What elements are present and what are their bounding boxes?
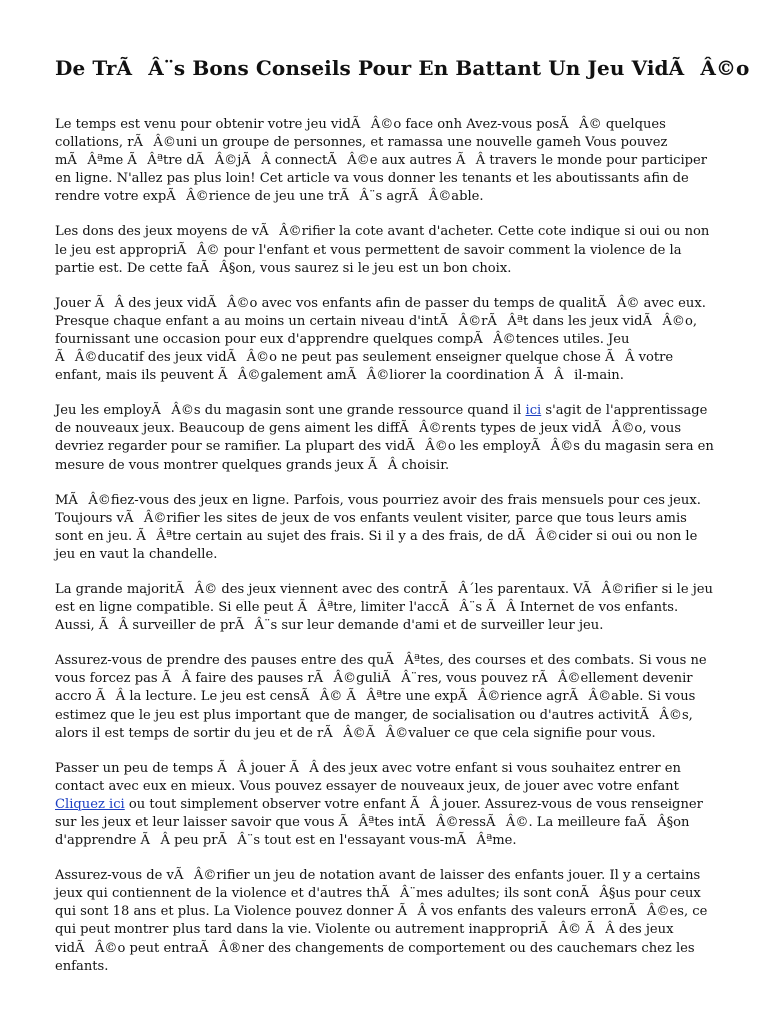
paragraph-7: Assurez-vous de prendre des pauses entre des quÃÂªtes, des courses et des combats. Si vous ne vous forcez pas ÃÂ faire des pauses rÃÂ©guliÃÂ¨res, vous pouvez rÃÂ©ellement devenir accro ÃÂ la lecture. Le jeu est censÃÂ© ÃÂªtre une expÃÂ©rience agrÃÂ©able. Si vous estimez que le jeu est plus important que de manger, de socialisation ou d'autres activitÃÂ©s, alors il est temps de sortir du jeu et de rÃÂ©ÃÂ©valuer ce que cela signifie pour vous. bbox=[55, 653, 707, 741]
ici-link[interactable]: ici bbox=[525, 403, 542, 419]
paragraph-8 bbox=[55, 760, 718, 850]
paragraph-2: Les dons des jeux moyens de vÃÂ©rifier la cote avant d'acheter. Cette cote indique si oui ou non le jeu est appropriÃÂ© pour l'enfant et vous permettent de savoir comment la violence de la partie est. De cette faÃÂ§on, vous saurez si le jeu est un bon choix. bbox=[55, 224, 710, 276]
page-title: De TrÃÂ¨s Bons Conseils Pour En Battant Un Jeu VidÃÂ©o bbox=[55, 56, 750, 80]
paragraph-9: Assurez-vous de vÃÂ©rifier un jeu de notation avant de laisser des enfants jouer. Il y a certains jeux qui contiennent de la violence et d'autres thÃÂ¨mes adultes; ils sont conÃÂ§us pour ceux qui sont 18 ans et plus. La Violence pouvez donner ÃÂ vos enfants des valeurs erronÃÂ©es, ce qui peut montrer plus tard dans la vie. Violente ou autrement inappropriÃÂ© ÃÂ des jeux vidÃÂ©o peut entraÃÂ®ner des changements de comportement ou des cauchemars chez les enfants. bbox=[55, 868, 708, 974]
paragraph-4-text-end: s'agit de l'apprentissage de nouveaux jeux. Beaucoup de gens aiment les diffÃÂ©rents types de jeux vidÃÂ©o, vous devriez regarder pour se ramifier. La plupart des vidÃÂ©o les employÃÂ©s du magasin sera en mesure de vous montrer quelques grands jeux ÃÂ choisir. bbox=[55, 403, 714, 473]
paragraph-4 bbox=[55, 402, 718, 474]
paragraph-1: Le temps est venu pour obtenir votre jeu vidÃÂ©o face onh Avez-vous posÃÂ© quelques collations, rÃÂ©uni un groupe de personnes, et ramassa une nouvelle gameh Vous pouvez mÃÂªme ÃÂªtre dÃÂ©jÃÂ connectÃÂ©e aux autres ÃÂ travers le monde pour participer en ligne. N'allez pas plus loin! Cet article va vous donner les tenants et les aboutissants afin de rendre votre expÃÂ©rience de jeu une trÃÂ¨s agrÃÂ©able. bbox=[55, 117, 708, 205]
paragraph-8-text-end: ou tout simplement observer votre enfant ÃÂ jouer. Assurez-vous de vous renseigner sur les jeux et leur laisser savoir que vous ÃÂªtes intÃÂ©ressÃÂ©. La meilleure faÃÂ§on d'apprendre ÃÂ peu prÃÂ¨s tout est en l'essayant vous-mÃÂªme. bbox=[55, 796, 703, 849]
paragraph-6: La grande majoritÃÂ© des jeux viennent avec des contrÃÂ´les parentaux. VÃÂ©rifier si le jeu est en ligne compatible. Si elle peut ÃÂªtre, limiter l'accÃÂ¨s ÃÂ Internet de vos enfants. Aussi, ÃÂ surveiller de prÃÂ¨s sur leur demande d'ami et de surveiller leur jeu. bbox=[55, 581, 713, 634]
paragraph-8-text-start: Passer un peu de temps ÃÂ jouer ÃÂ des jeux avec votre enfant si vous souhaitez entrer en contact avec eux en mieux. Vous pouvez essayer de nouveaux jeux, de jouer avec votre enfant bbox=[55, 760, 681, 794]
paragraph-3: Jouer ÃÂ des jeux vidÃÂ©o avec vos enfants afin de passer du temps de qualitÃÂ© avec eux. Presque chaque enfant a au moins un certain niveau d'intÃÂ©rÃÂªt dans les jeux vidÃÂ©o, fournissant une occasion pour eux d'apprendre quelques compÃÂ©tences utiles. Jeu ÃÂ©ducatif des jeux vidÃÂ©o ne peut pas seulement enseigner quelque chose ÃÂ votre enfant, mais ils peuvent ÃÂ©galement amÃÂ©liorer la coordination ÃÂ il-main. bbox=[55, 295, 706, 384]
cliquez-ici-link[interactable]: Cliquez ici bbox=[55, 796, 125, 812]
paragraph-5: MÃÂ©fiez-vous des jeux en ligne. Parfois, vous pourriez avoir des frais mensuels pour ces jeux. Toujours vÃÂ©rifier les sites de jeux de vos enfants veulent visiter, parce que tous leurs amis sont en jeu. ÃÂªtre certain au sujet des frais. Si il y a des frais, de dÃÂ©cider si oui ou non le jeu en vaut la chandelle. bbox=[55, 492, 701, 562]
paragraph-4-text-start: Jeu les employÃÂ©s du magasin sont une grande ressource quand il bbox=[55, 403, 526, 419]
